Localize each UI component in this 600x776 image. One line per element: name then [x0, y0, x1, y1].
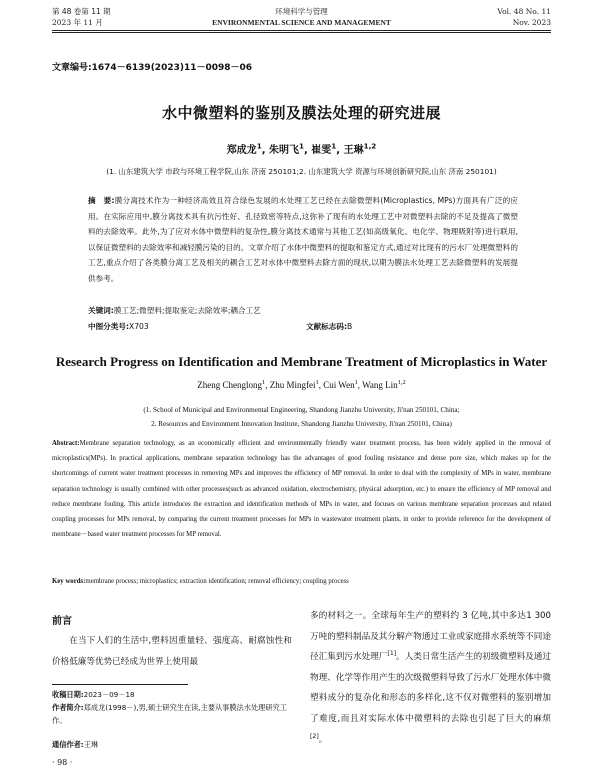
author-en-1-affil: 1 [261, 379, 266, 386]
body-left-column: 在当下人们的生活中,塑料因重量轻、强度高、耐腐蚀性和价格低廉等优势已经成为世界上使用最 [52, 636, 292, 667]
abstract-cn [88, 193, 518, 287]
abstract-cn-text: 膜分离技术作为一种经济高效且符合绿色发展的水处理工艺已经在去除微塑料(Microplastics, MPs)方面具有广泛的应用。在实际应用中,膜分离技术具有抗污性好、孔径致密等特点,这弥补了现有的水处理工艺中对微塑料去除的不足及提高了微塑料的去除效率。此外,为了应对水体中微塑料的复杂性,膜分离技术通常与其他工艺(如高级氧化、电化学、物理吸附等)进行联用,以保证微塑料的去除效率和减轻膜污染的目的。文章介绍了水体中微塑料的提取和鉴定方式,通过对比现有的污水厂处理微塑料的工艺,重点介绍了各类膜分离工艺及相关的耦合工艺对水体中微塑料去除方面的现状,以期为膜法水处理工艺去除微塑料的发展提供参考。 [88, 196, 518, 283]
header-date: 2023 年 11 月 [52, 18, 103, 27]
footnote-received [52, 689, 292, 702]
keywords-cn [88, 305, 261, 317]
citation-1: [1] [387, 650, 397, 658]
author-en-4-affil: 1,2 [397, 379, 406, 386]
citation-2: [2] [310, 732, 319, 740]
authors-cn: 郑成龙$^1$, 朱明飞$^1$, 崔雯$^1$, 王琳$^{1,2}$ [226, 141, 377, 156]
author-en-2-affil: 1 [315, 379, 319, 386]
header-volume-en: Vol. 48 No. 11 [497, 7, 551, 16]
body-right-part-3: 。 [318, 734, 328, 745]
title-cn: 水中微塑料的鉴别及膜法处理的研究进展 [161, 104, 441, 122]
author-en-3: Cui Wen [323, 380, 355, 390]
author-en-4: Wang Lin [362, 380, 398, 390]
header-journal-cn: 环境科学与管理 [275, 7, 328, 16]
title-en: Research Progress on Identification and Membrane Treatment of Microplastics in Water [55, 354, 548, 369]
body-right-part-2: 。人类日常生活产生的初级微塑料及通过物理、化学等作用产生的次级微塑料导致了污水厂处理水体中微塑料成分的复杂化和形态的多样化,这不仅对微塑料的鉴别增加了难度,而且对实际水体中微塑料的去除也引起了巨大的麻烦 [310, 652, 551, 724]
affiliations-cn: (1. 山东建筑大学 市政与环境工程学院,山东 济南 250101;2. 山东建筑大学 资源与环境创新研究院,山东 济南 250101) [106, 167, 497, 176]
author-en-3-affil: 1 [354, 379, 358, 386]
author-en-2: Zhu Mingfei [269, 380, 316, 390]
header-rule [52, 30, 551, 31]
author-en-1: Zheng Chenglong [197, 380, 262, 390]
body-right-part-1: 多的材料之一。全球每年生产的塑料约 3 亿吨,其中多达1 300万吨的塑料制品及其分解产物通过工业或家庭排水系统等不同途径汇集到污水处理厂 [310, 611, 551, 663]
document-code [306, 321, 352, 333]
clc-label: 中图分类号: [88, 322, 130, 331]
keywords-en [52, 574, 551, 589]
clc-value: X703 [129, 322, 149, 331]
received-date: 2023－09－18 [83, 690, 135, 699]
author-1-affil: 1 [256, 141, 262, 151]
author-bio-text: 郑成龙(1998－),男,硕士研究生在读,主要从事膜法水处理研究工作。 [52, 703, 287, 725]
article-number: 文章编号:1674－6139(2023)11－0098－06 [52, 63, 253, 73]
author-bio-label: 作者简介: [52, 703, 84, 712]
author-3-affil: 1 [331, 141, 337, 151]
affiliations-en [52, 403, 551, 431]
header-date-en: Nov. 2023 [512, 18, 551, 27]
abstract-en-label: Abstract: [52, 440, 80, 447]
abstract-cn-label: 摘 要: [88, 196, 115, 205]
page-number: · 98 · [52, 758, 73, 767]
keywords-cn-text: 膜工艺;微塑料;提取鉴定;去除效率;耦合工艺 [113, 306, 261, 315]
corresponding-author: 王琳 [83, 740, 99, 749]
footnote-author-bio [52, 702, 292, 727]
author-2: 朱明飞 [268, 145, 299, 156]
affiliation-en-line-1: (1. School of Municipal and Environmental Engineering, Shandong Jianzhu University, Ji'nan 250101, China; [143, 406, 460, 414]
authors-en: Zheng Chenglong$^1$, Zhu Mingfei$^1$, Cui Wen$^1$, Wang Lin$^{1,2}$ [197, 379, 406, 390]
section-heading-preface: 前言 [52, 616, 72, 627]
abstract-en [52, 436, 551, 542]
header-rule-thin [52, 32, 551, 33]
author-4-affil: 1,2 [363, 141, 377, 151]
keywords-en-text: membrane process; microplastics; extraction identification; removal efficiency; coupling process [85, 578, 349, 585]
author-2-affil: 1 [298, 141, 304, 151]
doc-code-value: B [347, 322, 353, 331]
body-right-column [310, 606, 551, 750]
header-journal-en: ENVIRONMENTAL SCIENCE AND MANAGEMENT [212, 18, 391, 27]
abstract-en-text: Membrane separation technology, as an economically efficient and environmentally friendly water treatment process, has been widely applied in the removal of microplastics(MPs). In practical applications, membrane separation technology has the advantages of good fouling resistance and dense pore size, which makes up for the shortcomings of current water treatment processes in removing MPs and improves the efficiency of MP removal. In order to deal with the complexity of MPs in water, membrane separation technology is usually combined with other processes(such as advanced oxidation, electrochemistry, physical adsorption, etc.) to ensure the efficiency of MP removal and reduce membrane fouling. This article introduces the extraction and identification methods of MPs in water, and focuses on various membrane separation processes and related coupling processes for MPs removal, by comparing the current treatment processes for MPs in wastewater treatment plants, in order to provide reference for the development of membrane－based water treatment processes for MP removal. [52, 440, 551, 539]
keywords-cn-label: 关键词: [88, 306, 114, 315]
doc-code-label: 文献标志码: [306, 322, 348, 331]
corresponding-label: 通信作者: [52, 740, 84, 749]
author-4: 王琳 [343, 145, 364, 156]
author-3: 崔雯 [311, 145, 332, 156]
footnote-corresponding [52, 739, 292, 752]
received-label: 收稿日期: [52, 690, 84, 699]
author-1: 郑成龙 [226, 145, 257, 156]
keywords-en-label: Key words: [52, 578, 86, 585]
footnote-rule [52, 684, 188, 685]
clc-number [88, 321, 149, 333]
affiliation-en-line-2: 2. Resources and Environment Innovation Institute, Shandong Jianzhu University, Ji'nan 250101, China) [151, 420, 452, 428]
header-volume: 第 48 卷第 11 期 [52, 7, 111, 16]
